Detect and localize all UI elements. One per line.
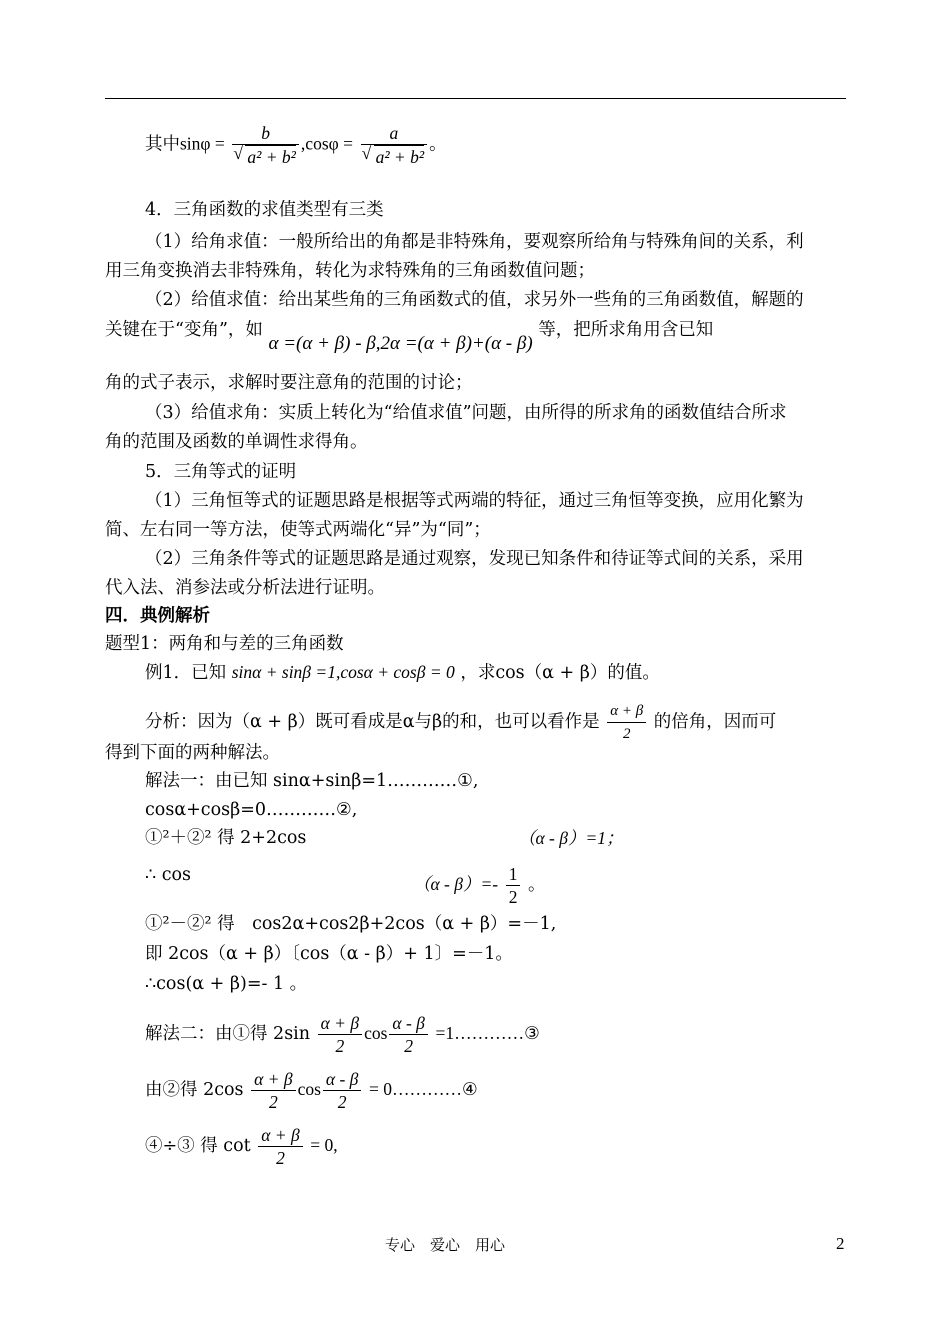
formula-sin-cos-phi — [145, 122, 447, 168]
numerator: α + β — [261, 1125, 300, 1145]
cos-label: cos — [364, 1023, 388, 1043]
paragraph-line: 简、左右同一等方法，使等式两端化“异”为“同”； — [105, 520, 491, 540]
analysis-line — [145, 700, 776, 745]
header-rule — [105, 98, 846, 99]
page-number: 2 — [836, 1234, 845, 1253]
numerator: α - β — [325, 1069, 359, 1089]
denominator: 2 — [323, 1090, 361, 1113]
denominator: 2 — [318, 1034, 362, 1057]
solution-2-line — [145, 1012, 540, 1057]
example-1 — [145, 660, 660, 685]
numerator: α + β — [610, 703, 644, 719]
denominator: 2 — [389, 1034, 427, 1057]
text: ④÷③ 得 cot — [145, 1136, 251, 1156]
text: ①²＋②² 得 2+2cos — [145, 828, 307, 848]
solution-1-line — [145, 863, 546, 907]
result-group — [413, 863, 546, 908]
text-prefix: 其中 — [145, 134, 180, 155]
denominator: 2 — [258, 1146, 302, 1169]
question-type-heading: 题型1：两角和与差的三角函数 — [105, 634, 344, 654]
fraction-one-half — [506, 863, 521, 908]
numerator: a — [389, 123, 399, 143]
fraction-half-sum — [251, 1068, 295, 1113]
text: 关键在于“变角”，如 — [105, 320, 263, 340]
fraction-half-sum — [607, 700, 646, 745]
text: 由②得 2cos — [145, 1080, 244, 1100]
solution-1-line — [145, 826, 624, 850]
solution-1-line: cosα+cosβ=0…………②, — [145, 800, 358, 820]
equation-result: = 0…………④ — [368, 1079, 478, 1099]
paragraph-line: 代入法、消参法或分析法进行证明。 — [105, 578, 385, 598]
numerator: b — [261, 123, 271, 143]
example-condition: sinα + sinβ =1,cosα + cosβ = 0 — [231, 662, 455, 682]
paragraph-line: （2）给值求值：给出某些角的三角函数式的值，求另外一些角的三角函数值，解题的 — [145, 290, 804, 310]
denominator: 2 — [506, 885, 521, 908]
punctuation: 。 — [429, 134, 447, 155]
paragraph-line: （2）三角条件等式的证题思路是通过观察，发现已知条件和待证等式间的关系，采用 — [145, 549, 804, 569]
solution-1-line: 解法一：由已知 sinα+sinβ=1…………①, — [145, 771, 479, 791]
fraction-half-diff — [389, 1012, 427, 1057]
equation-result: =1…………③ — [435, 1023, 540, 1043]
text: 的倍角，因而可 — [653, 712, 777, 732]
solution-1-line: 即 2cos（α + β）〔cos（α - β）+ 1〕=－1。 — [145, 944, 513, 964]
numerator: α - β — [392, 1013, 425, 1033]
text: 解法二：由①得 2sin — [145, 1024, 311, 1044]
punctuation: 。 — [528, 875, 546, 895]
text: ∴ cos — [145, 865, 192, 885]
cos-phi-label: ,cosφ = — [300, 133, 353, 154]
sin-phi-label: sinφ = — [180, 133, 225, 154]
text: ，求cos（α + β）的值。 — [460, 663, 660, 683]
section-5-heading: 5．三角等式的证明 — [145, 462, 297, 482]
paragraph-line: （3）给值求角：实质上转化为“给值求值”问题，由所得的所求角的函数值结合所求 — [145, 403, 787, 423]
paragraph-line: （1）三角恒等式的证题思路是根据等式两端的特征，通过三角恒等变换，应用化繁为 — [145, 491, 804, 511]
fraction-a — [361, 122, 428, 168]
equation-result: = 0, — [310, 1135, 338, 1155]
paragraph-line: 用三角变换消去非特殊角，转化为求特殊角的三角函数值问题； — [105, 261, 595, 281]
solution-2-line — [145, 1124, 338, 1169]
solution-2-line — [145, 1068, 478, 1113]
paragraph-line: 角的式子表示，求解时要注意角的范围的讨论； — [105, 373, 473, 393]
cos-label: cos — [297, 1079, 321, 1099]
solution-1-line: ∴cos(α + β)=- 1 。 — [145, 974, 308, 994]
footer-motto: 专心 爱心 用心 — [385, 1236, 506, 1254]
text: 例1．已知 — [145, 663, 227, 683]
text: 分析：因为（α + β）既可看成是α与β的和，也可以看作是 — [145, 712, 600, 732]
angle-formula: α =(α + β) - β,2α =(α + β)+(α - β) — [268, 333, 533, 354]
paragraph-line: （1）给角求值：一般所给出的角都是非特殊角，要观察所给角与特殊角间的关系，利 — [145, 232, 804, 252]
paragraph-line: 角的范围及函数的单调性求得角。 — [105, 432, 368, 452]
fraction-half-sum — [318, 1012, 362, 1057]
section-heading-examples: 四．典例解析 — [105, 606, 210, 626]
denominator: 2 — [251, 1090, 295, 1113]
sqrt-denominator: √ a² + b² — [374, 145, 425, 168]
section-4-heading: 4．三角函数的求值类型有三类 — [145, 200, 384, 220]
fraction-b — [232, 122, 299, 168]
solution-1-line: ①²－②² 得 cos2α+cos2β+2cos（α + β）=－1, — [145, 914, 557, 934]
paragraph-line: 得到下面的两种解法。 — [105, 743, 280, 763]
result-expr: （α - β）=- — [413, 874, 499, 894]
fraction-half-diff — [323, 1068, 361, 1113]
paragraph-line — [105, 318, 714, 354]
fraction-half-sum — [258, 1124, 302, 1169]
numerator: α + β — [254, 1069, 293, 1089]
sqrt-denominator: √ a² + b² — [245, 145, 296, 168]
denominator: 2 — [607, 722, 646, 745]
numerator: 1 — [508, 864, 518, 884]
numerator: α + β — [320, 1013, 360, 1033]
text: 等，把所求角用含已知 — [538, 320, 714, 340]
result-expr: （α - β）=1； — [518, 828, 624, 848]
